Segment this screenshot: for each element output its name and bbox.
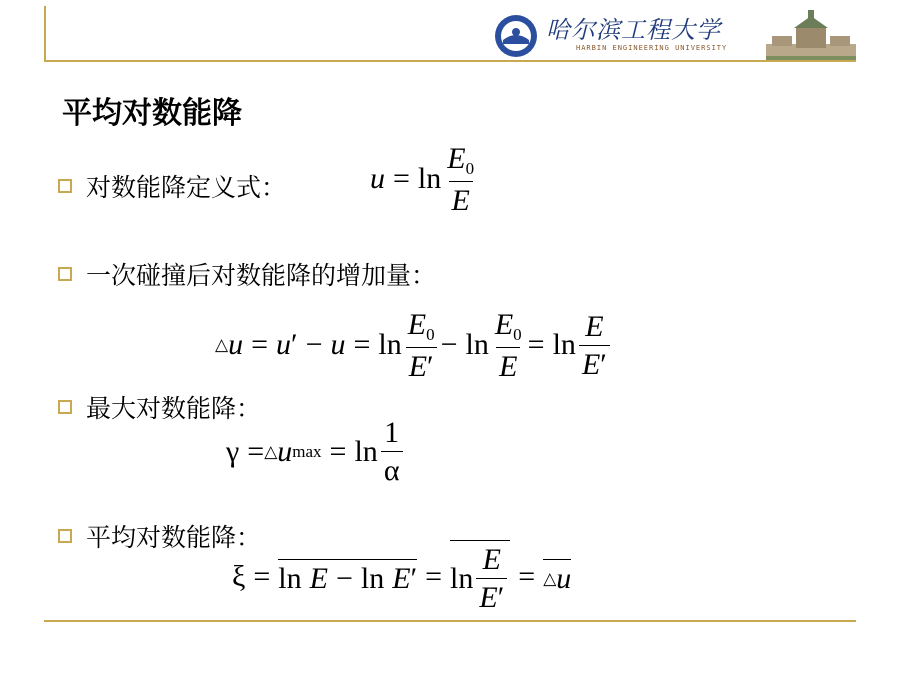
bullet-box-icon [58,179,72,193]
bullet-label: 最大对数能降： [86,394,262,423]
bullet-definition [58,168,286,204]
bullet-box-icon [58,400,72,414]
slide-title: 平均对数能降 [62,96,242,131]
equation-definition: u = ln $\frac{E_0}{E}$ [370,142,475,217]
bullet-box-icon [58,529,72,543]
bullet-box-icon [58,267,72,281]
university-building-icon [766,10,856,60]
header-vertical-rule [44,6,46,60]
university-emblem-icon [494,14,538,58]
equation-maximum: γ = △ u max = ln $\frac{1}{\alpha}$ [226,416,406,487]
bullet-increment [58,256,436,292]
university-name-cn: 哈尔滨工程大学 [546,16,721,44]
equation-average: ξ = ln E − ln E ′ = ln $\frac{E}{E'}$ = △ u [232,540,571,614]
footer-rule [44,620,856,622]
bullet-label: 对数能降定义式： [86,173,287,202]
bullet-average [58,518,261,554]
university-name-en: HARBIN ENGINEERING UNIVERSITY [576,44,728,52]
bullet-label: 一次碰撞后对数能降的增加量： [86,261,437,290]
header-rule [44,60,856,62]
equation-increment: △ u = u ′ − u = ln $\frac{E_0}{E'}$ − ln $\frac{E_0}{E}$ = ln $\frac{E}{E'}$ [215,308,613,383]
bullet-label: 平均对数能降： [86,523,262,552]
